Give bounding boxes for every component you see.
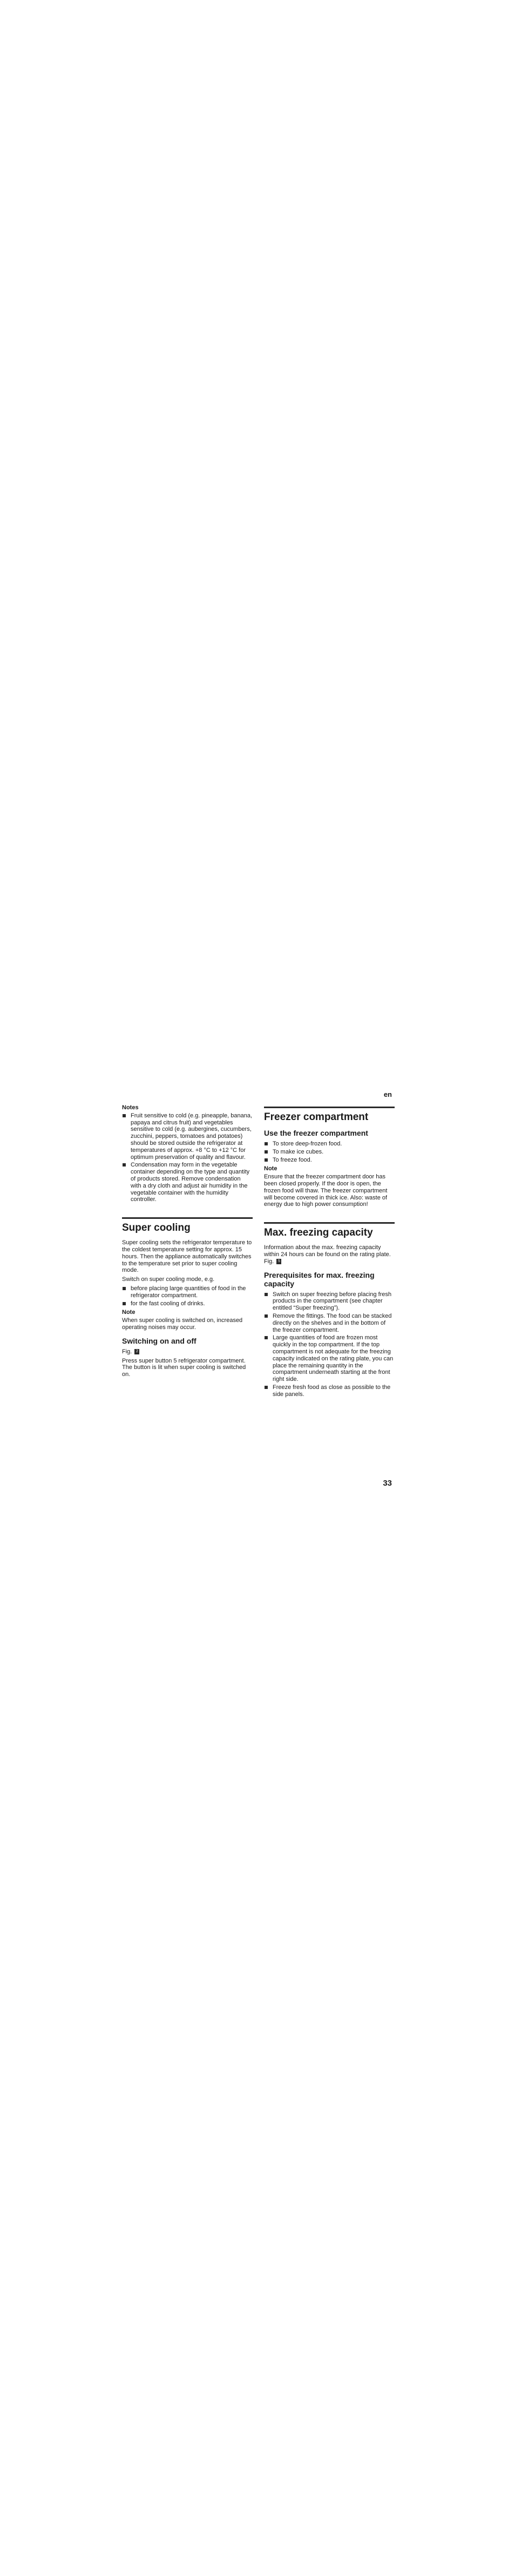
list-item-text: before placing large quantities of food in the refrigerator compartment. <box>131 1285 246 1299</box>
notes-label: Notes <box>122 1104 139 1111</box>
super-cooling-switch-on-text: Switch on super cooling mode, e.g. <box>122 1276 215 1283</box>
prerequisites-list <box>264 1291 395 1398</box>
switching-press-text: Press super button 5 refrigerator compartment. <box>122 1357 246 1364</box>
list-item <box>264 1157 395 1164</box>
max-freezing-intro-text: Information about the max. freezing capacity within 24 hours can be found on the rating plate. Fig. <box>264 1244 391 1265</box>
super-cooling-note-label: Note <box>122 1309 135 1316</box>
list-item <box>122 1112 253 1161</box>
figure-reference <box>122 1348 253 1356</box>
freezer-note-text: Ensure that the freezer compartment door has been closed properly. If the door is open, the frozen food will thaw. The freezer compartment will become covered in thick ice. Also: waste of energy due to high power consumption! <box>264 1174 388 1208</box>
subsection-title-prerequisites: Prerequisites for max. freezing capacity <box>264 1270 375 1288</box>
freezer-note-label: Note <box>264 1165 277 1172</box>
list-item-text: Remove the fittings. The food can be stacked directly on the shelves and in the bottom of the freezer compartment. <box>273 1312 392 1333</box>
bullet-icon <box>123 1302 126 1305</box>
language-marker: en <box>383 1090 392 1098</box>
figure-number-badge: 2 <box>134 1349 139 1354</box>
bullet-icon <box>265 1293 268 1296</box>
bullet-icon <box>265 1314 268 1318</box>
section-title-freezer: Freezer compartment <box>264 1107 395 1123</box>
list-item-text: Large quantities of food are frozen most quickly in the top compartment. If the top compartment is not adequate for the freezing capacity indicated on the rating plate, you can place the remaining quantity in the compartment underneath starting at the front right side. <box>273 1334 394 1383</box>
bullet-icon <box>265 1158 268 1162</box>
bullet-icon <box>265 1142 268 1145</box>
list-item <box>122 1300 253 1307</box>
freezer-use-list <box>264 1141 395 1163</box>
section-title-super-cooling: Super cooling <box>122 1217 253 1234</box>
bullet-icon <box>123 1287 126 1290</box>
bullet-icon <box>265 1386 268 1389</box>
list-item <box>264 1141 395 1148</box>
subsection-title-use-freezer: Use the freezer compartment <box>264 1129 368 1137</box>
right-column <box>264 1107 395 1400</box>
switching-lit-text: The button is lit when super cooling is switched on. <box>122 1364 246 1378</box>
list-item <box>122 1285 253 1299</box>
super-cooling-note-text: When super cooling is switched on, increased operating noises may occur. <box>122 1317 243 1331</box>
list-item <box>264 1313 395 1333</box>
section-title-switching: Switching on and off <box>122 1336 196 1345</box>
bullet-icon <box>123 1163 126 1166</box>
page-number: 33 <box>383 1479 392 1488</box>
super-cooling-intro: Super cooling sets the refrigerator temperature to the coldest temperature setting for approx. 15 hours. Then the appliance automatically switches to the temperature set prior to super cooling mode. <box>122 1239 252 1274</box>
list-item-text: Freeze fresh food as close as possible to the side panels. <box>273 1384 391 1398</box>
list-item <box>264 1291 395 1312</box>
list-item <box>264 1334 395 1383</box>
super-cooling-list <box>122 1285 253 1307</box>
fig-label: Fig. <box>122 1348 132 1355</box>
list-item <box>264 1149 395 1156</box>
bullet-icon <box>265 1150 268 1154</box>
list-item-text: To make ice cubes. <box>273 1148 324 1155</box>
list-item <box>264 1384 395 1398</box>
list-item <box>122 1162 253 1203</box>
figure-number-badge: 5 <box>276 1259 281 1264</box>
bullet-icon <box>123 1114 126 1117</box>
max-freezing-intro <box>264 1244 395 1265</box>
bullet-icon <box>265 1336 268 1339</box>
list-item-text: Switch on super freezing before placing fresh products in the compartment (see chapter entitled “Super freezing”). <box>273 1291 392 1312</box>
list-item-text: To freeze food. <box>273 1156 312 1163</box>
notes-list <box>122 1112 253 1203</box>
list-item-text: To store deep-frozen food. <box>273 1141 342 1147</box>
left-column <box>122 1104 253 1380</box>
section-title-max-freezing: Max. freezing capacity <box>264 1222 395 1239</box>
note-text: Condensation may form in the vegetable container depending on the type and quantity of products stored. Remove condensation with a dry cloth and adjust air humidity in the vegetable container with the humidity controller. <box>131 1162 250 1203</box>
note-text: Fruit sensitive to cold (e.g. pineapple, banana, papaya and citrus fruit) and vegetables sensitive to cold (e.g. aubergines, cucumbers, zucchini, peppers, tomatoes and potatoes) should be stored outside the refrigerator at temperatures of approx. +8 °C to +12 °C for optimum preservation of quality and flavour. <box>131 1112 253 1161</box>
list-item-text: for the fast cooling of drinks. <box>131 1300 205 1307</box>
